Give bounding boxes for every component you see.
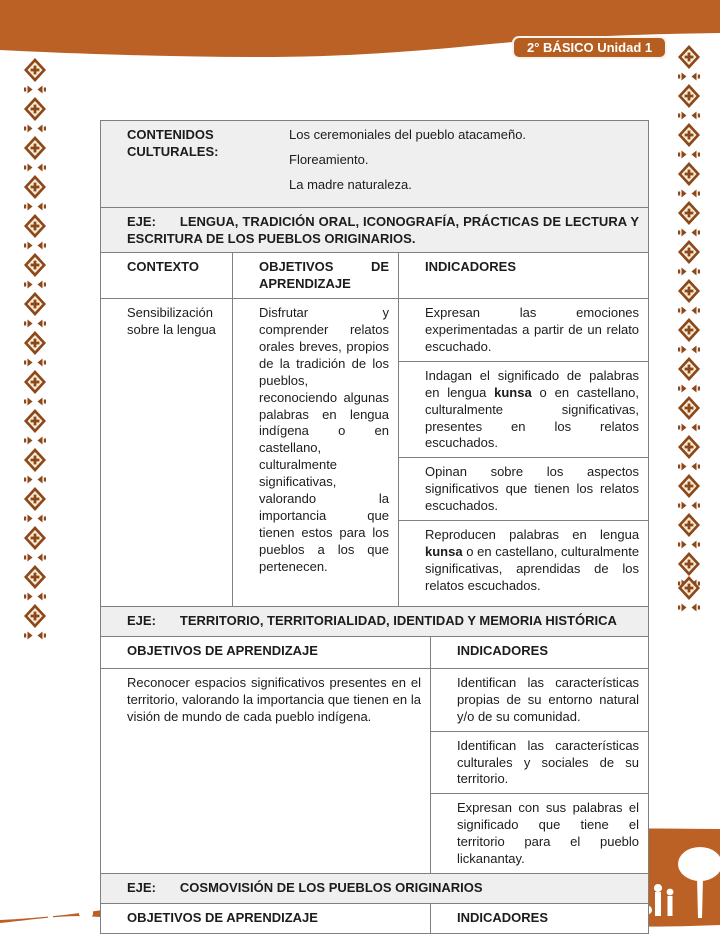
indicador-cell: Reproducen palabras en lengua kunsa o en castellano, culturalmente significativas, aprendidas de los relatos escuchados. <box>399 521 649 607</box>
objetivo-cell: Disfrutar y comprender relatos orales breves, propios de la tradición de los pueblos, reconociendo algunas palabras en lengua indígena o en castellano, culturalmente significativas, valorando la importancia que tienen estos para los pueblos a los que pertenecen. <box>233 299 399 607</box>
contenido-item: Los ceremoniales del pueblo atacameño. <box>289 127 527 142</box>
eje-row-territorio <box>101 607 649 637</box>
eje-title: TERRITORIO, TERRITORIALIDAD, IDENTIDAD Y MEMORIA HISTÓRICA <box>179 613 617 629</box>
indicador-cell: Identifican las características culturales y sociales de su territorio. <box>431 731 649 794</box>
left-textile-border <box>23 58 47 644</box>
contenido-item: Floreamiento. <box>289 151 369 167</box>
contenido-item: La madre naturaleza. <box>289 176 412 192</box>
curriculum-table <box>100 120 648 934</box>
eje-row-lengua <box>101 207 649 253</box>
right-textile-border <box>677 45 701 617</box>
unit-badge: 2° BÁSICO Unidad 1 <box>512 36 667 59</box>
eje-label: EJE: <box>127 879 156 895</box>
col-header-indicadores: INDICADORES <box>431 903 649 933</box>
indicador-cell: Identifican las características propias de su entorno natural y/o de su comunidad. <box>431 669 649 732</box>
contenidos-label: CONTENIDOS CULTURALES: <box>127 127 219 159</box>
col-header-contexto: CONTEXTO <box>101 253 233 299</box>
eje-label: EJE: <box>127 613 156 629</box>
col-header-objetivos: OBJETIVOS DE APRENDIZAJE <box>101 637 431 669</box>
indicador-cell: Expresan las emociones experimentadas a partir de un relato escuchado. <box>399 299 649 362</box>
col-header-indicadores: INDICADORES <box>431 637 649 669</box>
col-header-objetivos: OBJETIVOS DE APRENDIZAJE <box>233 253 399 299</box>
indicador-cell: Opinan sobre los aspectos significativos que tienen los relatos escuchados. <box>399 458 649 521</box>
col-header-indicadores: INDICADORES <box>399 253 649 299</box>
indicador-cell: Expresan con sus palabras el significado que tiene el territorio para el pueblo lickanantay. <box>431 794 649 874</box>
eje-row-cosmovision <box>101 873 649 903</box>
eje-label: EJE: <box>127 213 156 229</box>
contenidos-row <box>101 121 649 208</box>
objetivo-cell: Reconocer espacios significativos presentes en el territorio, valorando la importancia que tienen en la visión de mundo de cada pueblo indígena. <box>101 669 431 874</box>
indicador-cell: Indagan el significado de palabras en lengua kunsa o en castellano, culturalmente significativas, presentes en los relatos escuchados. <box>399 361 649 457</box>
contexto-cell: Sensibilización sobre la lengua <box>101 299 233 607</box>
eje-title: LENGUA, TRADICIÓN ORAL, ICONOGRAFÍA, PRÁCTICAS DE LECTURA Y ESCRITURA DE LOS PUEBLOS ORIGINARIOS. <box>127 213 640 246</box>
col-header-objetivos: OBJETIVOS DE APRENDIZAJE <box>101 903 431 933</box>
eje-title: COSMOVISIÓN DE LOS PUEBLOS ORIGINARIOS <box>179 879 483 895</box>
